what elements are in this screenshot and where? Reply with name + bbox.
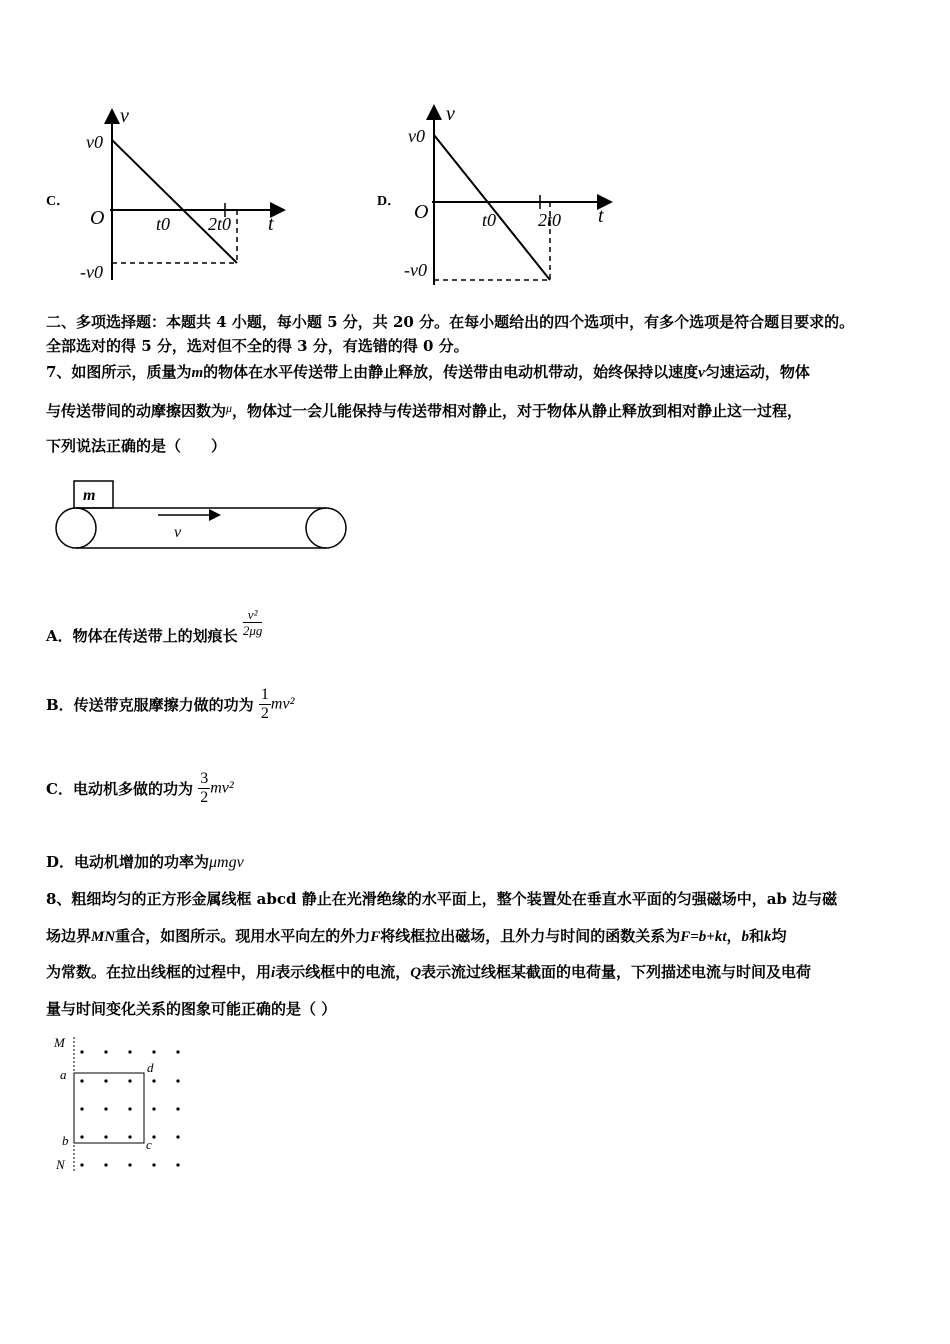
t0-label: t0 [156, 214, 171, 234]
q8-k: k [764, 929, 772, 945]
v0-label: v0 [408, 126, 425, 146]
q7-text: 7、如图所示，质量为 [46, 363, 192, 381]
neg-v0-label: -v0 [80, 262, 103, 282]
conveyor-figure [50, 475, 360, 560]
option-c-tail: mv² [210, 779, 234, 797]
q8-line1: 8、粗细均匀的正方形金属线框 abcd 静止在光滑绝缘的水平面上，整个装置处在垂直水平面的匀强磁场中，ab 边与磁 [46, 890, 838, 908]
fraction-numerator: 1 [260, 686, 269, 703]
q8-text: 重合，如图所示。现用水平向左的外力 [115, 927, 371, 945]
q7-line2 [46, 398, 802, 421]
q7-line1 [46, 362, 810, 383]
v-axis-label: v [446, 103, 455, 125]
option-a-fraction [243, 607, 263, 638]
option-b-fraction [259, 686, 271, 723]
q8-line2 [46, 926, 787, 947]
q8-line3 [46, 962, 811, 983]
graph-line [112, 140, 237, 263]
option-d-tail: μmgv [209, 854, 244, 871]
fraction-numerator: v² [243, 607, 263, 623]
q8-text: 将线框拉出磁场，且外力与时间的函数关系为 [380, 927, 681, 945]
q7-mu: μ [226, 401, 233, 415]
option-d-text: D．电动机增加的功率为 [46, 853, 210, 871]
q7-option-d [46, 852, 244, 873]
q8-q: Q [410, 965, 422, 981]
wire-frame [74, 1073, 144, 1143]
q8-f: F [370, 929, 381, 945]
label-m: M [54, 1035, 65, 1050]
q8-text: ， [726, 927, 742, 945]
q7-line3: 下列说法正确的是（ ） [46, 437, 227, 455]
q7-text: 的物体在水平传送带上由静止释放，传送带由电动机带动，始终保持以速度 [203, 363, 699, 381]
option-b-tail: mv² [270, 695, 295, 713]
fraction-denominator: 2 [200, 789, 209, 806]
q7-text: 匀速运动，物体 [704, 363, 810, 381]
q8-text: 表示流过线框某截面的电荷量，下列描述电流与时间及电荷 [421, 963, 812, 981]
neg-v0-label: -v0 [404, 260, 427, 280]
block-label: m [83, 487, 96, 504]
q7-text: 与传送带间的动摩擦因数为 [46, 402, 227, 420]
option-c-fraction [198, 770, 210, 807]
graph-line [434, 135, 550, 280]
section2-line1: 二、多项选择题：本题共 4 小题，每小题 5 分，共 20 分。在每小题给出的四个选项中，有多个选项是符合题目要求的。 [46, 313, 855, 331]
q7-option-c [46, 770, 234, 807]
origin-label: O [90, 207, 105, 229]
q7-text: ，物体过一会儿能保持与传送带相对静止，对于物体从静止释放到相对静止这一过程， [232, 402, 803, 420]
q8-text: 均 [771, 927, 787, 945]
label-d: d [147, 1060, 154, 1075]
q8-text: 和 [749, 927, 765, 945]
label-n: N [56, 1157, 65, 1172]
2t0-label: 2t0 [208, 214, 232, 234]
q8-text: 表示线框中的电流， [275, 963, 411, 981]
t-axis-label: t [598, 205, 604, 227]
t-axis-label: t [268, 213, 274, 235]
option-b-text: B．传送带克服摩擦力做的功为 [46, 695, 254, 714]
2t0-label: 2t0 [538, 210, 562, 230]
q7-v: v [698, 365, 705, 381]
fraction-denominator: 2 [260, 705, 269, 722]
magnetic-field-figure [50, 1035, 200, 1175]
option-c-label: C． [46, 194, 71, 209]
fraction-denominator: 2μg [242, 622, 263, 638]
q8-text: 场边界 [46, 927, 92, 945]
fraction-numerator: 3 [200, 770, 209, 787]
v-axis-label: v [120, 105, 129, 127]
label-a: a [60, 1067, 67, 1082]
q8-text: 为常数。在拉出线框的过程中，用 [46, 963, 272, 981]
velocity-label: v [174, 524, 182, 541]
option-c-text: C．电动机多做的功为 [46, 779, 193, 798]
q7-option-a [46, 598, 262, 646]
q7-m: m [191, 365, 204, 381]
q7-option-b [46, 686, 294, 723]
q8-mn: MN [91, 929, 116, 945]
section2-line2: 全部选对的得 5 分，选对但不全的得 3 分，有选错的得 0 分。 [46, 337, 469, 355]
graph-c [80, 100, 290, 290]
q8-line4: 量与时间变化关系的图象可能正确的是（ ） [46, 1000, 337, 1018]
option-a-text: A．物体在传送带上的划痕长 [46, 627, 238, 645]
q8-i: i [271, 965, 276, 981]
graph-d [402, 100, 622, 290]
origin-label: O [414, 201, 429, 223]
t0-label: t0 [482, 210, 497, 230]
right-pulley [306, 508, 346, 548]
q8-b: b [741, 929, 750, 945]
v0-label: v0 [86, 132, 103, 152]
label-b: b [62, 1133, 69, 1148]
field-dots [80, 1050, 179, 1166]
option-d-label: D． [377, 194, 402, 209]
left-pulley [56, 508, 96, 548]
label-c: c [146, 1137, 152, 1152]
q8-formula: F=b+kt [680, 929, 727, 945]
